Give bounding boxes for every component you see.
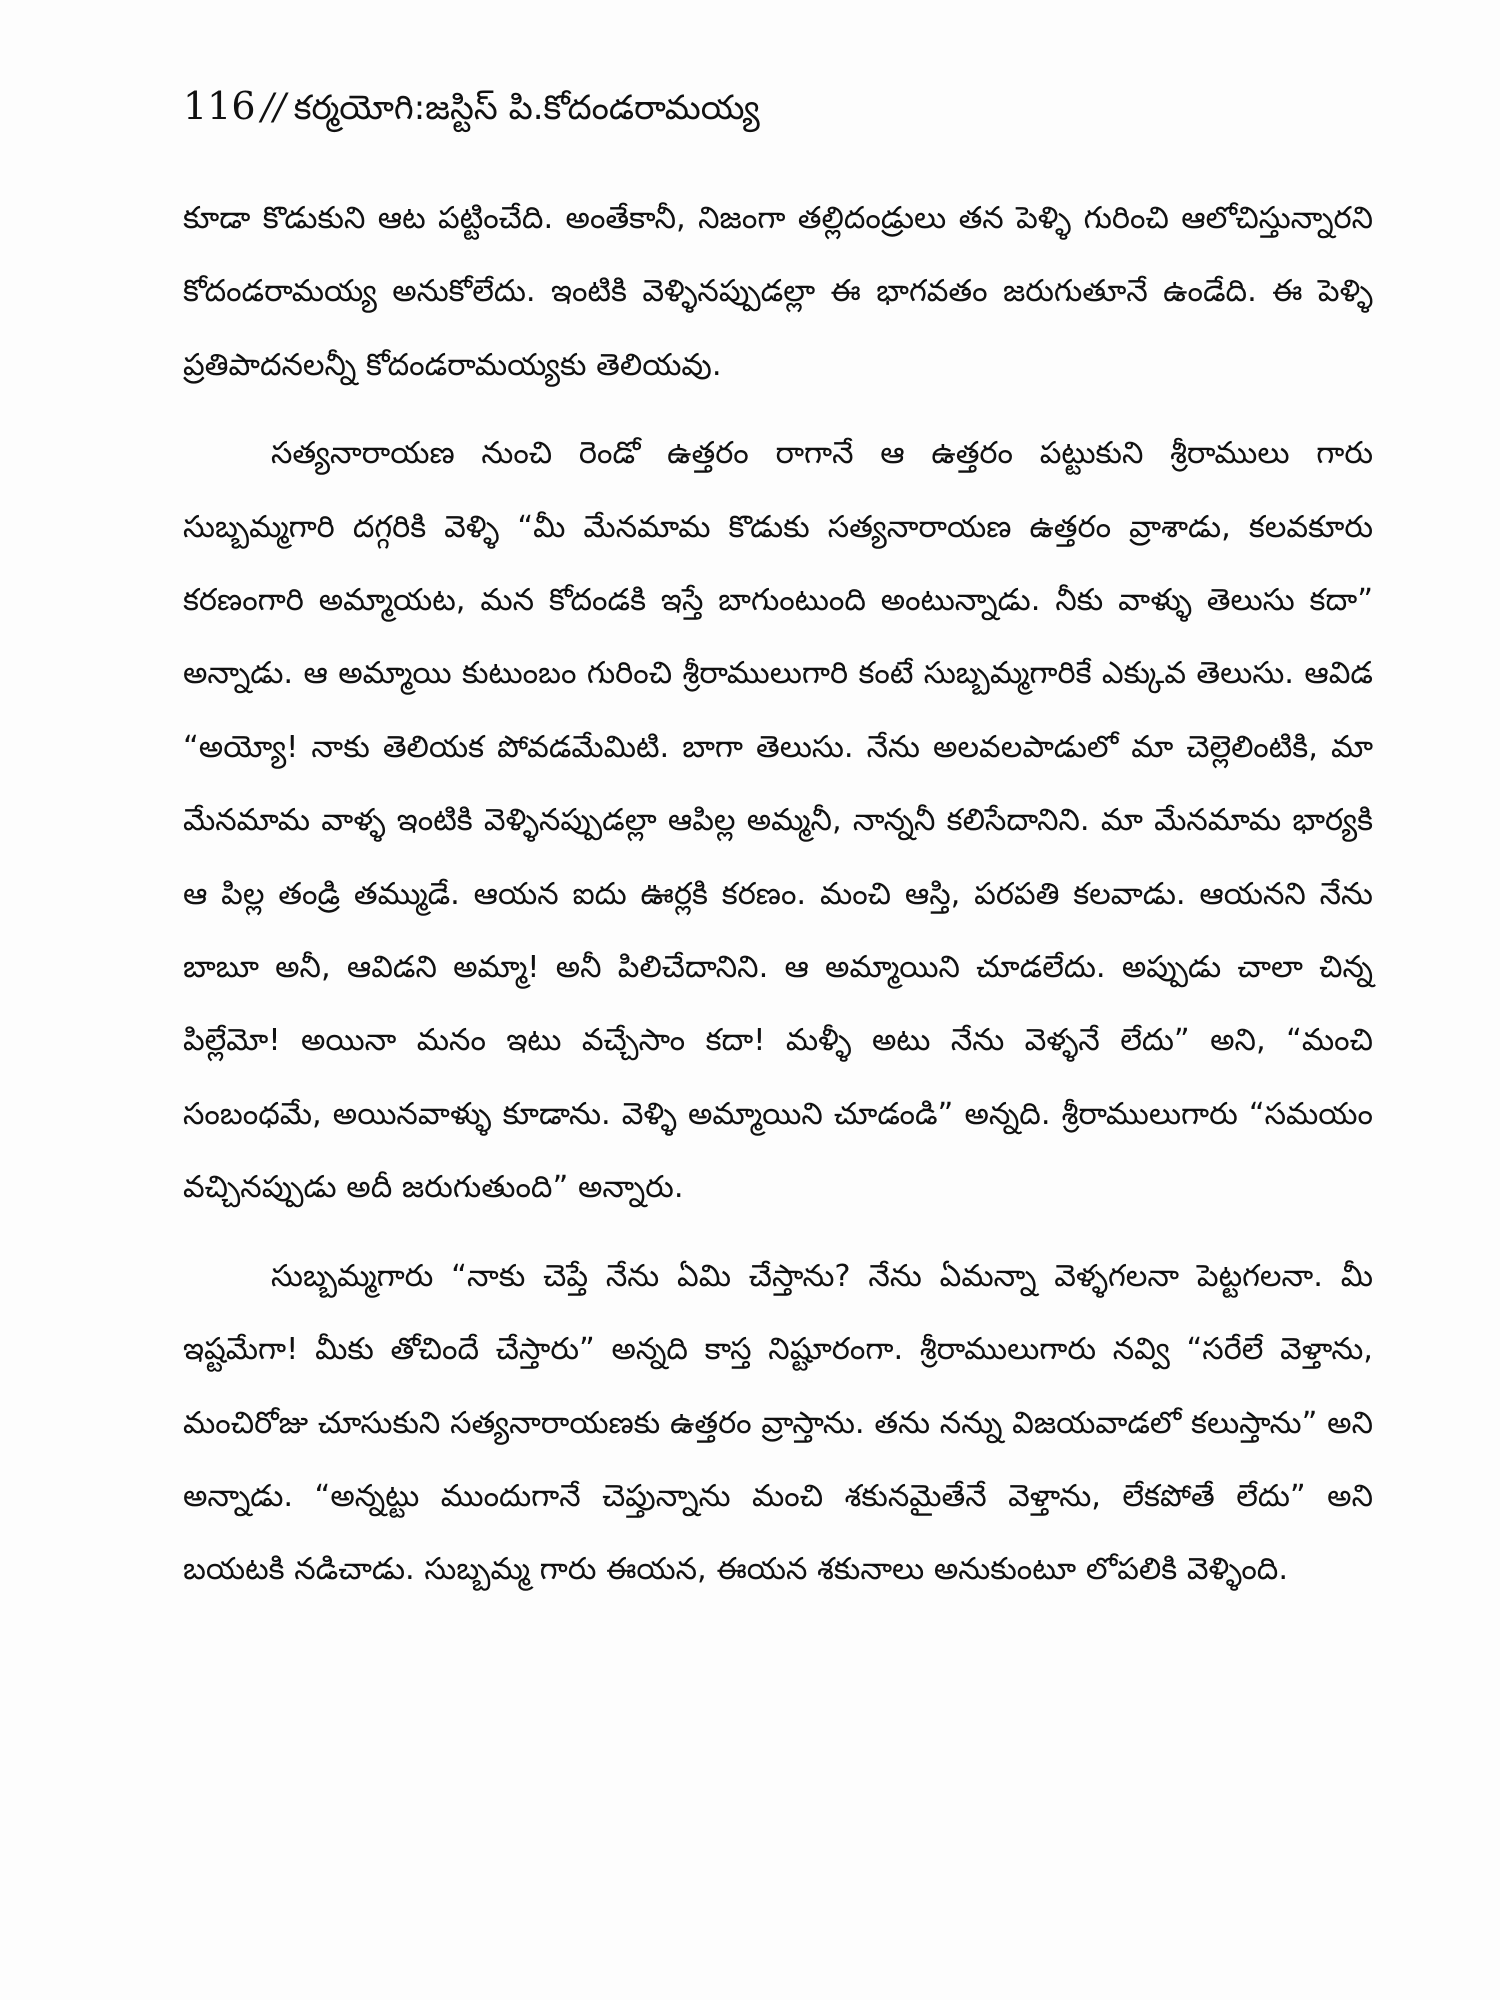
- paragraph-1: కూడా కొడుకుని ఆట పట్టించేది. అంతేకానీ, నిజంగా తల్లిదండ్రులు తన పెళ్ళి గురించి ఆలోచిస్తున్నారని కోదండరామయ్య అనుకోలేదు. ఇంటికి వెళ్ళినప్పుడల్లా ఈ భాగవతం జరుగుతూనే ఉండేది. ఈ పెళ్ళి ప్రతిపాదనలన్నీ కోదండరామయ్యకు తెలియవు.: [183, 201, 1373, 383]
- paragraph-3: సుబ్బమ్మగారు “నాకు చెప్తే నేను ఏమి చేస్తాను? నేను ఏమన్నా వెళ్ళగలనా పెట్టగలనా. మీ ఇష్టమేగా! మీకు తోచిందే చేస్తారు” అన్నది కాస్త నిష్టూరంగా. శ్రీరాములుగారు నవ్వి “సరేలే వెళ్తాను, మంచిరోజు చూసుకుని సత్యనారాయణకు ఉత్తరం వ్రాస్తాను. తను నన్ను విజయవాడలో కలుస్తాను” అని అన్నాడు. “అన్నట్టు ముందుగానే చెప్తున్నాను మంచి శకునమైతేనే వెళ్తాను, లేకపోతే లేదు” అని బయటకి నడిచాడు. సుబ్బమ్మ గారు ఈయన, ఈయన శకునాలు అనుకుంటూ లోపలికి వెళ్ళింది.: [183, 1258, 1373, 1588]
- body-text: [183, 182, 1373, 1622]
- running-title: కర్మయోగి:జస్టిస్ పి.కోదండరామయ్య: [293, 88, 760, 128]
- header-separator: //: [261, 87, 286, 128]
- page-number: 116: [183, 84, 256, 128]
- running-header: [183, 80, 760, 134]
- paragraph-2: సత్యనారాయణ నుంచి రెండో ఉత్తరం రాగానే ఆ ఉత్తరం పట్టుకుని శ్రీరాములు గారు సుబ్బమ్మగారి దగ్గరికి వెళ్ళి “మీ మేనమామ కొడుకు సత్యనారాయణ ఉత్తరం వ్రాశాడు, కలవకూరు కరణంగారి అమ్మాయట, మన కోదండకి ఇస్తే బాగుంటుంది అంటున్నాడు. నీకు వాళ్ళు తెలుసు కదా” అన్నాడు. ఆ అమ్మాయి కుటుంబం గురించి శ్రీరాములుగారి కంటే సుబ్బమ్మగారికే ఎక్కువ తెలుసు. ఆవిడ “అయ్యో! నాకు తెలియక పోవడమేమిటి. బాగా తెలుసు. నేను అలవలపాడులో మా చెల్లెలింటికి, మా మేనమామ వాళ్ళ ఇంటికి వెళ్ళినప్పుడల్లా ఆపిల్ల అమ్మనీ, నాన్ననీ కలిసేదానిని. మా మేనమామ భార్యకి ఆ పిల్ల తండ్రి తమ్ముడే. ఆయన ఐదు ఊర్లకి కరణం. మంచి ఆస్తి, పరపతి కలవాడు. ఆయనని నేను బాబూ అనీ, ఆవిడని అమ్మా! అనీ పిలిచేదానిని. ఆ అమ్మాయిని చూడలేదు. అప్పుడు చాలా చిన్న పిల్లేమో! అయినా మనం ఇటు వచ్చేసాం కదా! మళ్ళీ అటు నేను వెళ్ళనే లేదు” అని, “మంచి సంబంధమే, అయినవాళ్ళు కూడాను. వెళ్ళి అమ్మాయిని చూడండి” అన్నది. శ్రీరాములుగారు “సమయం వచ్చినప్పుడు అదీ జరుగుతుంది” అన్నారు.: [183, 436, 1373, 1206]
